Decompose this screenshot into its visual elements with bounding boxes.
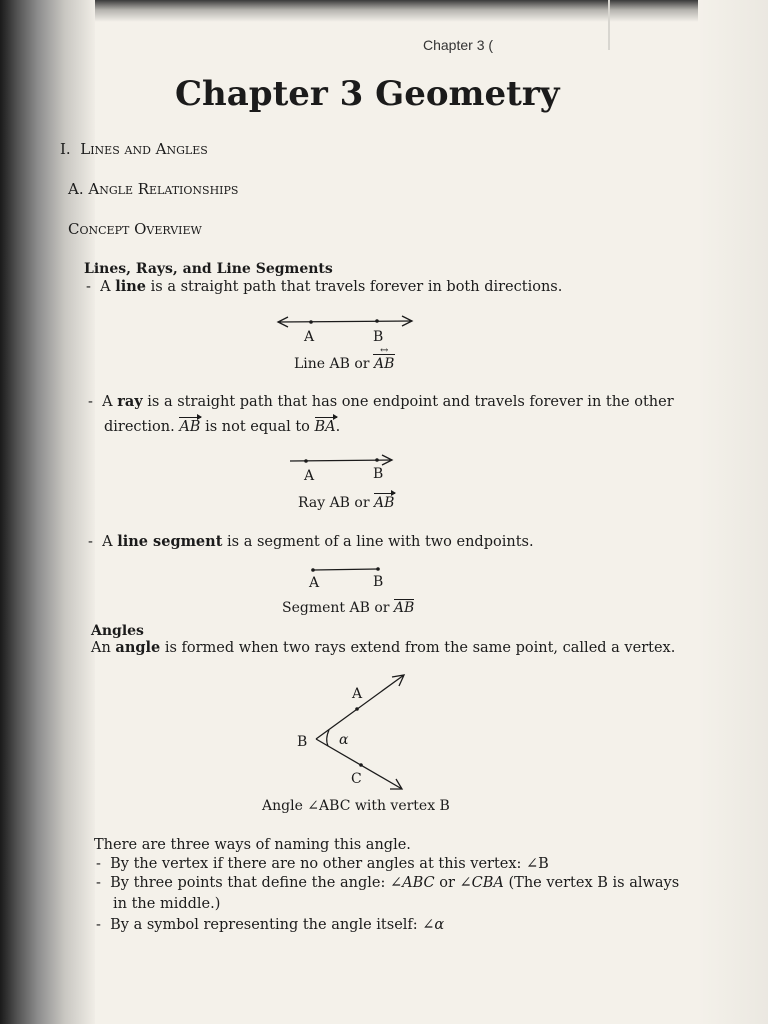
lines-subheading: Lines, Rays, and Line Segments — [84, 261, 333, 277]
angle-label-alpha: α — [339, 732, 349, 748]
text: A — [100, 279, 111, 295]
naming-item-vertex — [96, 857, 549, 872]
bullet: - — [96, 917, 101, 933]
symbol-alpha: ∠α — [422, 917, 445, 933]
symbol-abc: ∠ABC — [389, 875, 435, 891]
section-label: Lines and Angles — [80, 140, 208, 158]
ray-caption-symbol: AB — [374, 495, 395, 511]
text: is a straight path that has one endpoint and travels forever in the other — [147, 394, 674, 410]
angle-arc — [327, 730, 329, 746]
line-label-a: A — [304, 329, 315, 345]
naming-intro: There are three ways of naming this angle. — [94, 837, 411, 853]
point-a — [355, 707, 359, 711]
bullet: - — [96, 856, 101, 872]
bullet: - — [88, 534, 93, 550]
ray-symbol-ba: BA — [314, 419, 336, 435]
naming-item-three-points — [96, 876, 679, 891]
ray-symbol-ab: AB — [179, 419, 201, 435]
text: By a symbol representing the angle itself: — [110, 917, 418, 933]
angle-caption: Angle ∠ABC with vertex B — [262, 798, 450, 814]
text: A — [102, 534, 113, 550]
text: An — [91, 640, 111, 656]
bullet: - — [86, 279, 91, 295]
concept-overview-heading: Concept Overview — [68, 220, 202, 238]
angle-label-c: C — [351, 771, 362, 787]
section-letter: A. — [68, 180, 84, 198]
ray-label-a: A — [304, 468, 315, 484]
caption-text: Segment AB or — [282, 600, 390, 616]
text: is a segment of a line with two endpoints. — [227, 534, 534, 550]
text: By three points that define the angle: — [110, 875, 386, 891]
term-line-segment: line segment — [117, 533, 223, 550]
text: (The vertex B is always — [508, 875, 680, 891]
term-angle: angle — [115, 639, 161, 656]
term-ray: ray — [117, 393, 143, 410]
angles-subheading: Angles — [91, 623, 144, 639]
section-number: I. — [60, 140, 71, 158]
section-label: Angle Relationships — [88, 180, 239, 198]
text: is not equal to — [205, 419, 310, 435]
caption-text: Ray AB or — [298, 495, 370, 511]
text: direction. — [104, 419, 175, 435]
symbol-cba: ∠CBA — [459, 875, 504, 891]
caption-text: Line AB or — [294, 356, 370, 372]
segment-symbol: AB — [393, 600, 415, 616]
bullet: - — [88, 394, 93, 410]
segment-label-a: A — [309, 575, 320, 591]
line-symbol: ↔ AB — [374, 357, 394, 371]
naming-item-symbol — [96, 918, 444, 933]
text: is formed when two rays extend from the same point, called a vertex. — [164, 640, 676, 656]
angle-label-a: A — [352, 686, 363, 702]
segment-label-b: B — [373, 574, 384, 590]
ray-ba — [316, 675, 404, 739]
page-title: Chapter 3 Geometry — [175, 74, 560, 114]
bullet: - — [96, 875, 101, 891]
text: A — [102, 394, 113, 410]
ray-label-b: B — [373, 466, 384, 482]
angle-label-b: B — [297, 734, 308, 750]
text: or — [439, 875, 455, 891]
text: . — [335, 419, 341, 435]
text: is a straight path that travels forever in both directions. — [150, 279, 563, 295]
line-label-b: B — [373, 329, 384, 345]
point-c — [359, 763, 363, 767]
term-line: line — [115, 278, 147, 295]
naming-item-three-points-line2: in the middle.) — [113, 896, 221, 912]
running-header: Chapter 3 ( — [423, 37, 494, 53]
text: By the vertex if there are no other angles at this vertex: ∠B — [110, 856, 549, 872]
